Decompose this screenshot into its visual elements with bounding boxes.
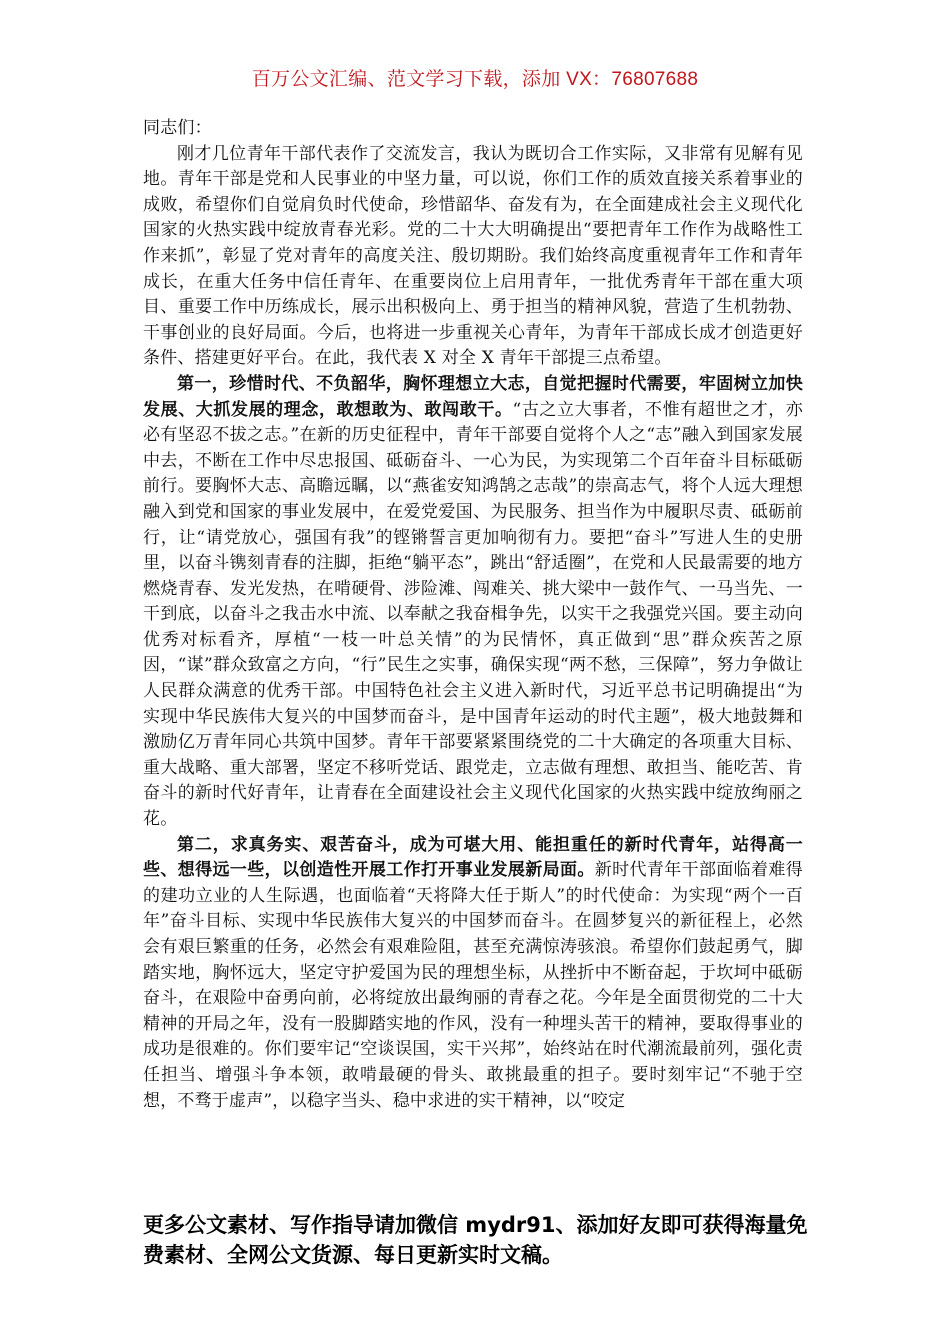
first-point-heading: 第一，珍惜时代、不负韶华，胸怀理想立大志，自觉把握时代需要，牢固树立加快发展、大抓发展的理念，敢想敢为、敢闯敢干。 xyxy=(143,373,803,420)
header-banner: 百万公文汇编、范文学习下载，添加 VX：76807688 xyxy=(251,69,699,90)
second-point-text: 新时代青年干部面临着难得的建功立业的人生际遇，也面临着“天将降大任于斯人”的时代使命：为实现“两个一百年”奋斗目标、实现中华民族伟大复兴的中国梦而奋斗。在圆梦复兴的新征程上，必然会有艰巨繁重的任务，必然会有艰难险阻，甚至充满惊涛骇浪。希望你们鼓起勇气，脚踏实地，胸怀远大，坚定守护爱国为民的理想坐标，从挫折中不断奋起，于坎坷中砥砺奋斗，在艰险中奋勇向前，必将绽放出最绚丽的青春之花。今年是全面贯彻党的二十大精神的开局之年，没有一股脚踏实地的作风，没有一种埋头苦干的精神，要取得事业的成功是很难的。你们要牢记“空谈误国，实干兴邦”，始终站在时代潮流最前列，强化责任担当、增强斗争本领，敢啃最硬的骨头、敢挑最重的担子。要时刻牢记“不驰于空想，不骛于虚声”，以稳字当头、稳中求进的实干精神，以“咬定 xyxy=(143,860,804,1111)
second-point-heading: 第二，求真务实、艰苦奋斗，成为可堪大用、能担重任的新时代青年，站得高一些、想得远一些，以创造性开展工作打开事业发展新局面。 xyxy=(143,834,803,881)
paragraph-intro-text: 刚才几位青年干部代表作了交流发言，我认为既切合工作实际，又非常有见解有见地。青年干部是党和人民事业的中坚力量，可以说，你们工作的质效直接关系着事业的成败，希望你们自觉肩负时代使命，珍惜韶华、奋发有为，在全面建成社会主义现代化国家的火热实践中绽放青春光彩。党的二十大大明确提出“要把青年工作作为战略性工作来抓”，彰显了党对青年的高度关注、殷切期盼。我们始终高度重视青年工作和青年成长，在重大任务中信任青年、在重要岗位上启用青年，一批优秀青年干部在重大项目、重要工作中历练成长，展示出积极向上、勇于担当的精神风貌，营造了生机勃勃、干事创业的良好局面。今后，也将进一步重视关心青年，为青年干部成长成才创造更好条件、搭建更好平台。在此，我代表 X 对全 X 青年干部提三点希望。 xyxy=(143,143,803,369)
paragraph-second-point xyxy=(143,833,803,1115)
document-body xyxy=(143,116,803,1114)
footer-promo: 更多公文素材、写作指导请加微信 mydr91、添加好友即可获得海量免费素材、全网公文货源、每日更新实时文稿。 xyxy=(143,1213,808,1267)
paragraph-intro xyxy=(143,142,803,372)
paragraph-first-point xyxy=(143,372,803,833)
salutation: 同志们： xyxy=(143,118,212,138)
first-point-text: “古之立大事者，不惟有超世之才，亦必有坚忍不拔之志。”在新的历史征程中，青年干部要自觉将个人之“志”融入到国家发展中去，不断在工作中尽忠报国、砥砺奋斗、一心为民，为实现第二个百年奋斗目标砥砺前行。要胸怀大志、高瞻远瞩，以“燕雀安知鸿鹄之志哉”的崇高志气，将个人远大理想融入到党和国家的事业发展中，在爱党爱国、为民服务、担当作为中履职尽责、砥砺前行，让“请党放心，强国有我”的铿锵誓言更加响彻有力。要把“奋斗”写进人生的史册里，以奋斗镌刻青春的注脚，拒绝“躺平态”，跳出“舒适圈”，在党和人民最需要的地方燃烧青春、发光发热，在啃硬骨、涉险滩、闯难关、挑大梁中一鼓作气、一马当先、一干到底，以奋斗之我击水中流、以奉献之我奋楫争先，以实干之我强党兴国。要主动向优秀对标看齐，厚植“一枝一叶总关情”的为民情怀，真正做到“思”群众疾苦之原因，“谋”群众致富之方向，“行”民生之实事，确保实现“两不愁，三保障”，努力争做让人民群众满意的优秀干部。中国特色社会主义进入新时代，习近平总书记明确提出“为实现中华民族伟大复兴的中国梦而奋斗，是中国青年运动的时代主题”，极大地鼓舞和激励亿万青年同心共筑中国梦。青年干部要紧紧围绕党的二十大确定的各项重大目标、重大战略、重大部署，坚定不移听党话、跟党走，立志做有理想、敢担当、能吃苦、肯奋斗的新时代好青年，让青春在全面建设社会主义现代化国家的火热实践中绽放绚丽之花。 xyxy=(143,399,803,830)
